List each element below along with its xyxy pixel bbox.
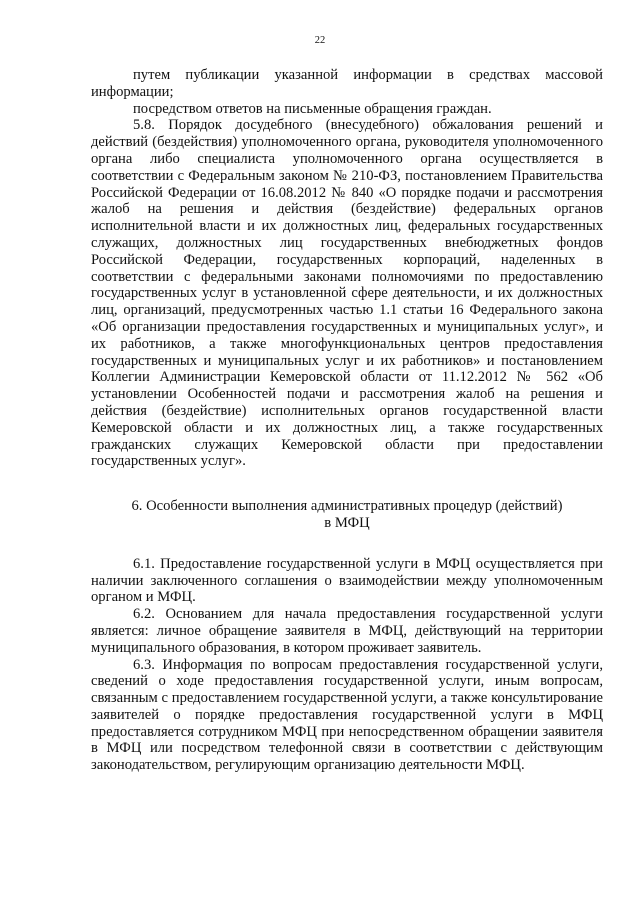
section-heading <box>91 498 603 532</box>
paragraph-publication: путем публикации указанной информации в средствах массовой информации; <box>91 67 603 100</box>
paragraph-6-1: 6.1. Предоставление государственной услуги в МФЦ осуществляется при наличии заключенного соглашения о взаимодействии между уполномоченным органом и МФЦ. <box>91 555 603 606</box>
document-body <box>91 67 603 774</box>
paragraph-5-8: 5.8. Порядок досудебного (внесудебного) обжалования решений и действий (бездействия) уполномоченного органа, руководителя уполномоченного органа либо специалиста уполномоченного органа осуществляется в соответствии с Федеральным законом № 210-ФЗ, постановлением Правительства Российской Федерации от 16.08.2012 № 840 «О порядке подачи и рассмотрения жалоб на решения и действия (бездействие) федеральных органов исполнительной власти и их должностных лиц, федеральных государственных служащих, должностных лиц государственных внебюджетных фондов Российской Федерации, государственных корпораций, наделенных в соответствии с федеральными законами полномочиями по предоставлению государственных услуг в установленной сфере деятельности, и их должностных лиц, организаций, предусмотренных частью 1.1 статьи 16 Федерального закона «Об организации предоставления государственных и муниципальных услуг», и их работников, а также многофункциональных центров предоставления государственных и муниципальных услуг и их работников» и постановлением Коллегии Администрации Кемеровской области от 11.12.2012 № 562 «Об установлении Особенностей подачи и рассмотрения жалоб на решения и действия (бездействие) исполнительных органов государственной власти Кемеровской области и их должностных лиц, а также государственных гражданских служащих Кемеровской области при предоставлении государственных услуг». <box>91 117 603 470</box>
section-heading-line2: в МФЦ <box>324 514 370 531</box>
paragraph-6-3: 6.3. Информация по вопросам предоставления государственной услуги, сведений о ходе предоставления государственной услуги, иным вопросам, связанным с предоставлением государственной услуги, а также консультирование заявителей о порядке предоставления государственной услуги в МФЦ предоставляется сотрудником МФЦ при непосредственном обращении заявителя в МФЦ или посредством телефонной связи в соответствии с действующим законодательством, регулирующим организацию деятельности МФЦ. <box>91 656 603 774</box>
page-number: 22 <box>314 35 326 46</box>
section-heading-line1: 6. Особенности выполнения административных процедур (действий) <box>131 498 563 515</box>
paragraph-6-2: 6.2. Основанием для начала предоставления государственной услуги является: личное обращение заявителя в МФЦ, действующий на территории муниципального образования, в котором проживает заявитель. <box>91 606 603 656</box>
paragraph-written-responses: посредством ответов на письменные обращения граждан. <box>133 100 492 117</box>
